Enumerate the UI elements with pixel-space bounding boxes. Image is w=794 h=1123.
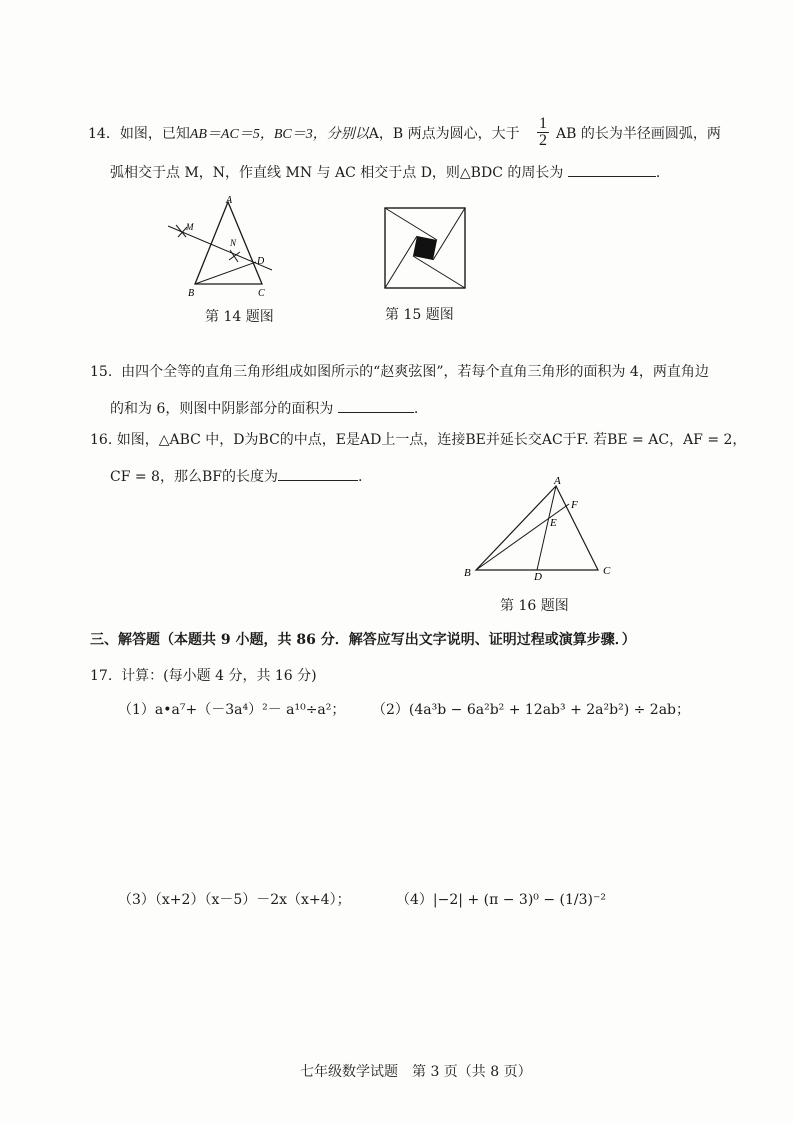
- section3-title: 三、解答题（本题共 9 小题，共 86 分．解答应写出文字说明、证明过程或演算步骤．）: [90, 632, 636, 648]
- q17-part3: （3）（x+2）（x－5）－2x（x+4）；: [118, 892, 351, 908]
- label-C: C: [258, 288, 265, 299]
- q16-line2: CF = 8，那么BF的长度为 .: [110, 466, 362, 487]
- label-F: F: [571, 499, 578, 511]
- label-B: B: [464, 567, 471, 579]
- figure-15: [384, 207, 466, 289]
- page-footer: 七年级数学试题 第 3 页（共 8 页）: [300, 1064, 532, 1080]
- answer-blank[interactable]: [338, 398, 414, 413]
- label-B: B: [188, 288, 195, 299]
- answer-blank[interactable]: [568, 162, 656, 177]
- figure-14: [160, 192, 290, 304]
- q14-line1-end: AB 的长为半径画圆弧，两: [556, 126, 721, 142]
- q16-line1: 16. 如图，△ABC 中，D为BC的中点，E是AD上一点，连接BE并延长交AC于F. 若BE = AC，AF = 2，: [90, 432, 747, 448]
- fig16-caption: 第 16 题图: [500, 598, 569, 614]
- label-A: A: [226, 195, 233, 206]
- fig14-caption: 第 14 题图: [205, 309, 274, 325]
- label-M: M: [186, 222, 194, 232]
- q14-fraction: $\frac{1}{2}$: [539, 115, 547, 149]
- label-A: A: [554, 475, 561, 487]
- q17-part2: （2）(4a³b − 6a²b² + 12ab³ + 2a²b²) ÷ 2ab；: [372, 702, 691, 718]
- label-E: E: [550, 517, 557, 529]
- q17-title: 17. 计算：(每小题 4 分，共 16 分): [90, 668, 317, 684]
- fig15-caption: 第 15 题图: [385, 307, 454, 323]
- answer-blank[interactable]: [278, 466, 358, 481]
- label-D: D: [257, 256, 265, 267]
- figure-16: [458, 474, 618, 584]
- q17-part4: （4）|−2| + (π − 3)⁰ − (1/3)⁻²: [396, 892, 606, 908]
- q15-line2: 的和为 6，则图中阴影部分的面积为 .: [110, 398, 418, 419]
- label-D: D: [534, 571, 542, 583]
- q17-part1: （1）a•a⁷+（－3a⁴）²－ a¹⁰÷a²；: [118, 702, 346, 718]
- q15-line1: 15. 由四个全等的直角三角形组成如图所示的“赵爽弦图”，若每个直角三角形的面积为 4，两直角边: [90, 364, 709, 380]
- label-N: N: [230, 238, 237, 248]
- q14-line1: 14．如图，已知AB＝AC＝5，BC＝3，分别以A，B 两点为圆心，大于: [88, 126, 520, 142]
- q14-line2: 弧相交于点 M，N，作直线 MN 与 AC 相交于点 D，则△BDC 的周长为 .: [110, 162, 660, 183]
- label-C: C: [603, 565, 611, 577]
